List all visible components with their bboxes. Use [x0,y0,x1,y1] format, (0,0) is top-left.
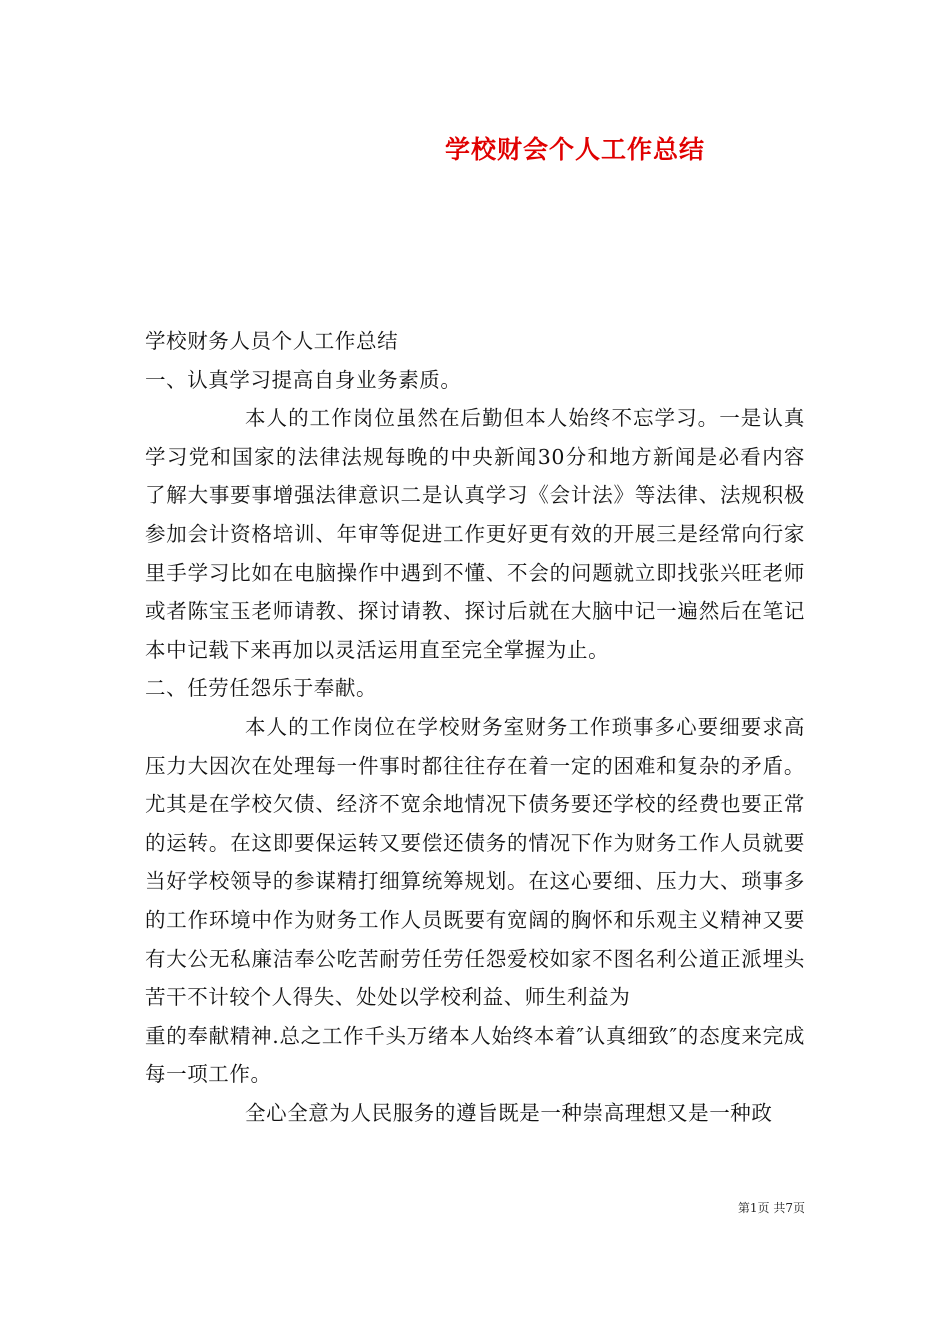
section-heading-1: 一、认真学习提高自身业务素质。 [145,367,462,392]
page-number-footer: 第1页 共7页 [737,1201,805,1215]
paragraph-3: 全心全意为人民服务的遵旨既是一种崇高理想又是一种政 [245,1100,773,1125]
paragraph-2-continuation: 重的奉献精神.总之工作千头万绪本人始终本着″认真细致″的态度来完成每一项工作。 [145,1023,805,1087]
document-title [0,133,950,167]
document-body [145,322,805,1132]
paragraph-1: 本人的工作岗位虽然在后勤但本人始终不忘学习。一是认真学习党和国家的法律法规每晚的中央新闻30分和地方新闻是必看内容了解大事要事增强法律意识二是认真学习《会计法》等法律、法规积极参加会计资格培训、年审等促进工作更好更有效的开展三是经常向行家里手学习比如在电脑操作中遇到不懂、不会的问题就立即找张兴旺老师或者陈宝玉老师请教、探讨请教、探讨后就在大脑中记一遍然后在笔记本中记载下来再加以灵活运用直至完全掌握为止。 [145,406,805,662]
section-heading-2: 二、任劳任怨乐于奉献。 [145,676,378,701]
paragraph-2: 本人的工作岗位在学校财务室财务工作琐事多心要细要求高压力大因次在处理每一件事时都往往存在着一定的困难和复杂的矛盾。尤其是在学校欠债、经济不宽余地情况下债务要还学校的经费也要正常的运转。在这即要保运转又要偿还债务的情况下作为财务工作人员就要当好学校领导的参谋精打细算统筹规划。在这心要细、压力大、琐事多的工作环境中作为财务工作人员既要有宽阔的胸怀和乐观主义精神又要有大公无私廉洁奉公吃苦耐劳任劳任怨爱校如家不图名利公道正派埋头苦干不计较个人得失、处处以学校利益、师生利益为 [145,714,805,1010]
document-title-text: 学校财会个人工作总结 [444,135,705,164]
document-subtitle: 学校财务人员个人工作总结 [145,329,399,353]
